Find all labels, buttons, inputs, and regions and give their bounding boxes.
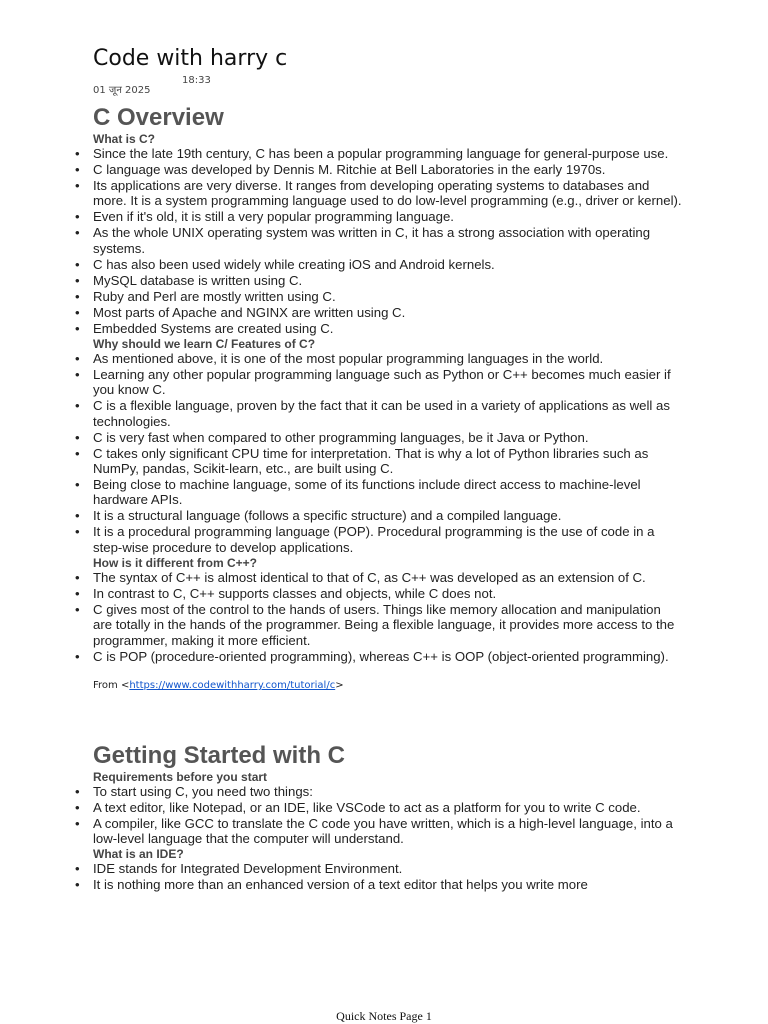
source-citation [93, 680, 683, 692]
list-item: • Being close to machine language, some of its functions include direct access to machine-level hardware APIs. [93, 477, 683, 508]
sub-heading-what-is-c: What is C? [93, 132, 155, 146]
list-item: • As the whole UNIX operating system was written in C, it has a strong association with operating systems. [93, 225, 683, 256]
list-item: • Its applications are very diverse. It ranges from developing operating systems to databases and more. It is a system programming language used to do low-level programming (e.g., driver or kernel). [93, 178, 683, 209]
note-page [93, 44, 683, 893]
list-item: • C has also been used widely while creating iOS and Android kernels. [93, 257, 683, 272]
list-item: • It is a structural language (follows a specific structure) and a compiled language. [93, 508, 683, 523]
list-item: • C gives most of the control to the hands of users. Things like memory allocation and manipulation are totally in the hands of the programmer. Being a flexible language, it provides more access to the programmer, making it more efficient. [93, 602, 683, 648]
sub-heading-why-learn-c: Why should we learn C/ Features of C? [93, 336, 316, 351]
list-what-is-c [93, 146, 683, 336]
note-time: 18:33 [182, 75, 211, 86]
list-item: • Even if it's old, it is still a very popular programming language. [93, 209, 683, 224]
list-item: • A text editor, like Notepad, or an IDE, like VSCode to act as a platform for you to write C code. [93, 800, 683, 815]
list-item: • C is very fast when compared to other programming languages, be it Java or Python. [93, 430, 683, 445]
list-item: • Ruby and Perl are mostly written using C. [93, 289, 683, 304]
section-heading-overview: C Overview [93, 104, 224, 131]
list-item: • In contrast to C, C++ supports classes and objects, while C does not. [93, 586, 683, 601]
list-item: • Most parts of Apache and NGINX are written using C. [93, 305, 683, 320]
list-item: • C language was developed by Dennis M. Ritchie at Bell Laboratories in the early 1970s. [93, 162, 683, 177]
source-suffix: > [335, 680, 344, 692]
list-item: • The syntax of C++ is almost identical to that of C, as C++ was developed as an extension of C. [93, 570, 683, 585]
note-title: Code with harry c [93, 46, 288, 71]
sub-heading-difference-cpp: How is it different from C++? [93, 555, 258, 570]
list-item: • C is POP (procedure-oriented programming), whereas C++ is OOP (object-oriented programming). [93, 649, 683, 664]
source-link[interactable]: https://www.codewithharry.com/tutorial/c [129, 680, 336, 692]
list-item: • IDE stands for Integrated Development Environment. [93, 861, 683, 876]
list-item: • Embedded Systems are created using C. [93, 321, 683, 336]
list-item: • To start using C, you need two things: [93, 784, 683, 799]
section-heading-getting-started: Getting Started with C [93, 742, 345, 770]
list-item: • MySQL database is written using C. [93, 273, 683, 288]
note-meta [93, 74, 683, 96]
page-footer: Quick Notes Page 1 [336, 1009, 432, 1023]
list-item: • As mentioned above, it is one of the most popular programming languages in the world. [93, 351, 683, 366]
source-prefix: From < [93, 680, 130, 692]
list-item: • It is nothing more than an enhanced version of a text editor that helps you write more [93, 877, 683, 892]
sub-heading-requirements: Requirements before you start [93, 770, 268, 785]
list-requirements [93, 784, 683, 847]
list-difference-cpp [93, 570, 683, 664]
list-why-learn-c [93, 351, 683, 555]
list-item: • C is a flexible language, proven by the fact that it can be used in a variety of applications as well as technologies. [93, 398, 683, 429]
list-item: • Since the late 19th century, C has been a popular programming language for general-purpose use. [93, 146, 683, 161]
list-what-is-ide [93, 861, 683, 892]
list-item: • Learning any other popular programming language such as Python or C++ becomes much easier if you know C. [93, 367, 683, 398]
list-item: • A compiler, like GCC to translate the C code you have written, which is a high-level language, into a low-level language that the computer will understand. [93, 816, 683, 847]
list-item: • C takes only significant CPU time for interpretation. That is why a lot of Python libraries such as NumPy, pandas, Scikit-learn, etc., are built using C. [93, 446, 683, 477]
note-date: 01 जून 2025 [93, 85, 151, 96]
sub-heading-what-is-ide: What is an IDE? [93, 847, 184, 862]
list-item: • It is a procedural programming language (POP). Procedural programming is the use of code in a step-wise procedure to develop applications. [93, 524, 683, 555]
